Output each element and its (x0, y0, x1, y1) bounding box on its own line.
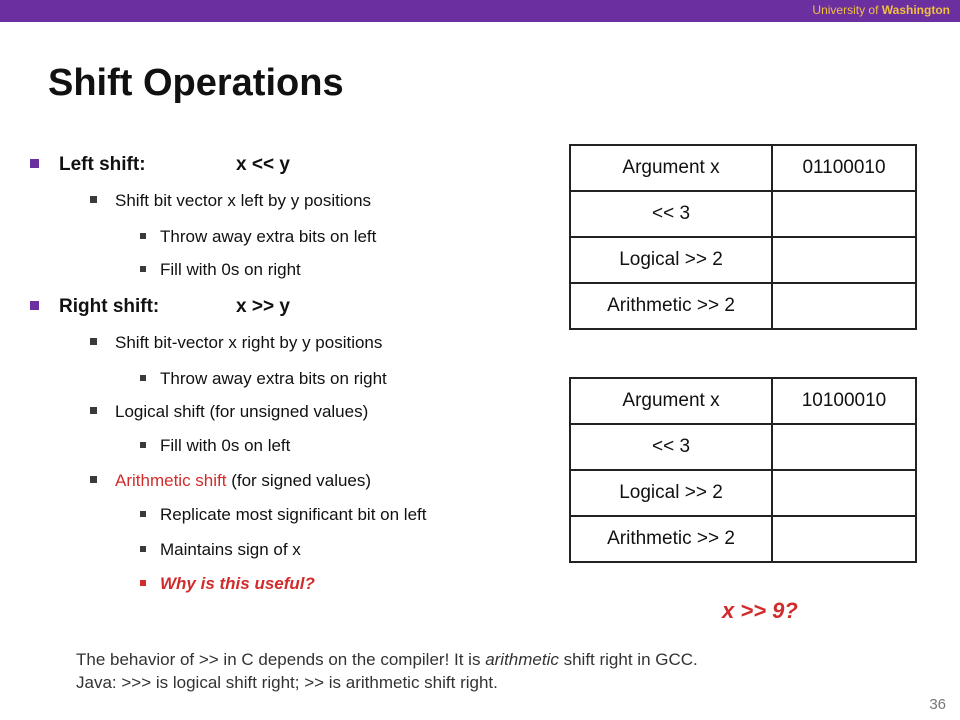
shift-table-1 (569, 144, 917, 330)
row-value (772, 191, 916, 237)
row-label: << 3 (570, 191, 772, 237)
shift-table-2 (569, 377, 917, 563)
table-row (570, 470, 916, 516)
bullet-square-icon (140, 442, 146, 448)
bullet-square-icon (90, 338, 97, 345)
left-shift-expr: x << y (236, 154, 290, 175)
bullet-square-icon (140, 546, 146, 552)
table-row (570, 145, 916, 191)
row-label: Arithmetic >> 2 (570, 283, 772, 329)
right-shift-question: Why is this useful? (140, 574, 315, 594)
bullet-square-icon (90, 196, 97, 203)
row-label: Argument x (570, 145, 772, 191)
footnote-line-2: Java: >>> is logical shift right; >> is arithmetic shift right. (76, 673, 498, 692)
bullet-square-icon (90, 476, 97, 483)
right-shift-sub-1-detail: Throw away extra bits on right (140, 369, 387, 389)
right-shift-sub-1: Shift bit-vector x right by y positions (90, 333, 382, 353)
right-shift-sub-2: Logical shift (for unsigned values) (90, 402, 368, 422)
question-text: x >> 9? (722, 598, 798, 623)
right-shift-sub-3-detail-1: Replicate most significant bit on left (140, 505, 426, 525)
row-value (772, 470, 916, 516)
page-number: 36 (929, 696, 946, 713)
table-row (570, 191, 916, 237)
right-shift-sub-2-detail: Fill with 0s on left (140, 436, 290, 456)
right-shift-bullet: Right shift: x >> y (30, 296, 159, 318)
left-shift-detail-1: Throw away extra bits on left (140, 227, 376, 247)
right-shift-sub-3: Arithmetic shift (for signed values) (90, 471, 371, 491)
bullet-square-icon (140, 375, 146, 381)
table-row (570, 516, 916, 562)
slide-title: Shift Operations (48, 62, 344, 104)
table-row (570, 283, 916, 329)
footnote-line-1: The behavior of >> in C depends on the compiler! It is arithmetic shift right in GCC. (76, 650, 698, 669)
bullet-square-icon (90, 407, 97, 414)
bullet-square-icon (30, 159, 39, 168)
row-label: Logical >> 2 (570, 237, 772, 283)
right-shift-sub-3-detail-2: Maintains sign of x (140, 540, 301, 560)
bullet-square-icon (140, 233, 146, 239)
bullet-square-icon (140, 580, 146, 586)
bullet-square-icon (140, 511, 146, 517)
left-shift-sub: Shift bit vector x left by y positions (90, 191, 371, 211)
bullet-square-icon (140, 266, 146, 272)
row-label: Logical >> 2 (570, 470, 772, 516)
row-value: 01100010 (772, 145, 916, 191)
row-label: << 3 (570, 424, 772, 470)
row-value (772, 516, 916, 562)
left-shift-detail-2: Fill with 0s on right (140, 260, 301, 280)
row-value: 10100010 (772, 378, 916, 424)
table-row (570, 237, 916, 283)
right-shift-expr: x >> y (236, 296, 290, 317)
left-shift-bullet: Left shift: x << y (30, 154, 146, 176)
row-label: Argument x (570, 378, 772, 424)
header-bar (0, 0, 960, 22)
university-label: University of Washington (812, 3, 950, 17)
row-value (772, 237, 916, 283)
table-row (570, 378, 916, 424)
row-value (772, 283, 916, 329)
row-label: Arithmetic >> 2 (570, 516, 772, 562)
table-row (570, 424, 916, 470)
footnote (76, 648, 936, 694)
row-value (772, 424, 916, 470)
bullet-square-icon (30, 301, 39, 310)
